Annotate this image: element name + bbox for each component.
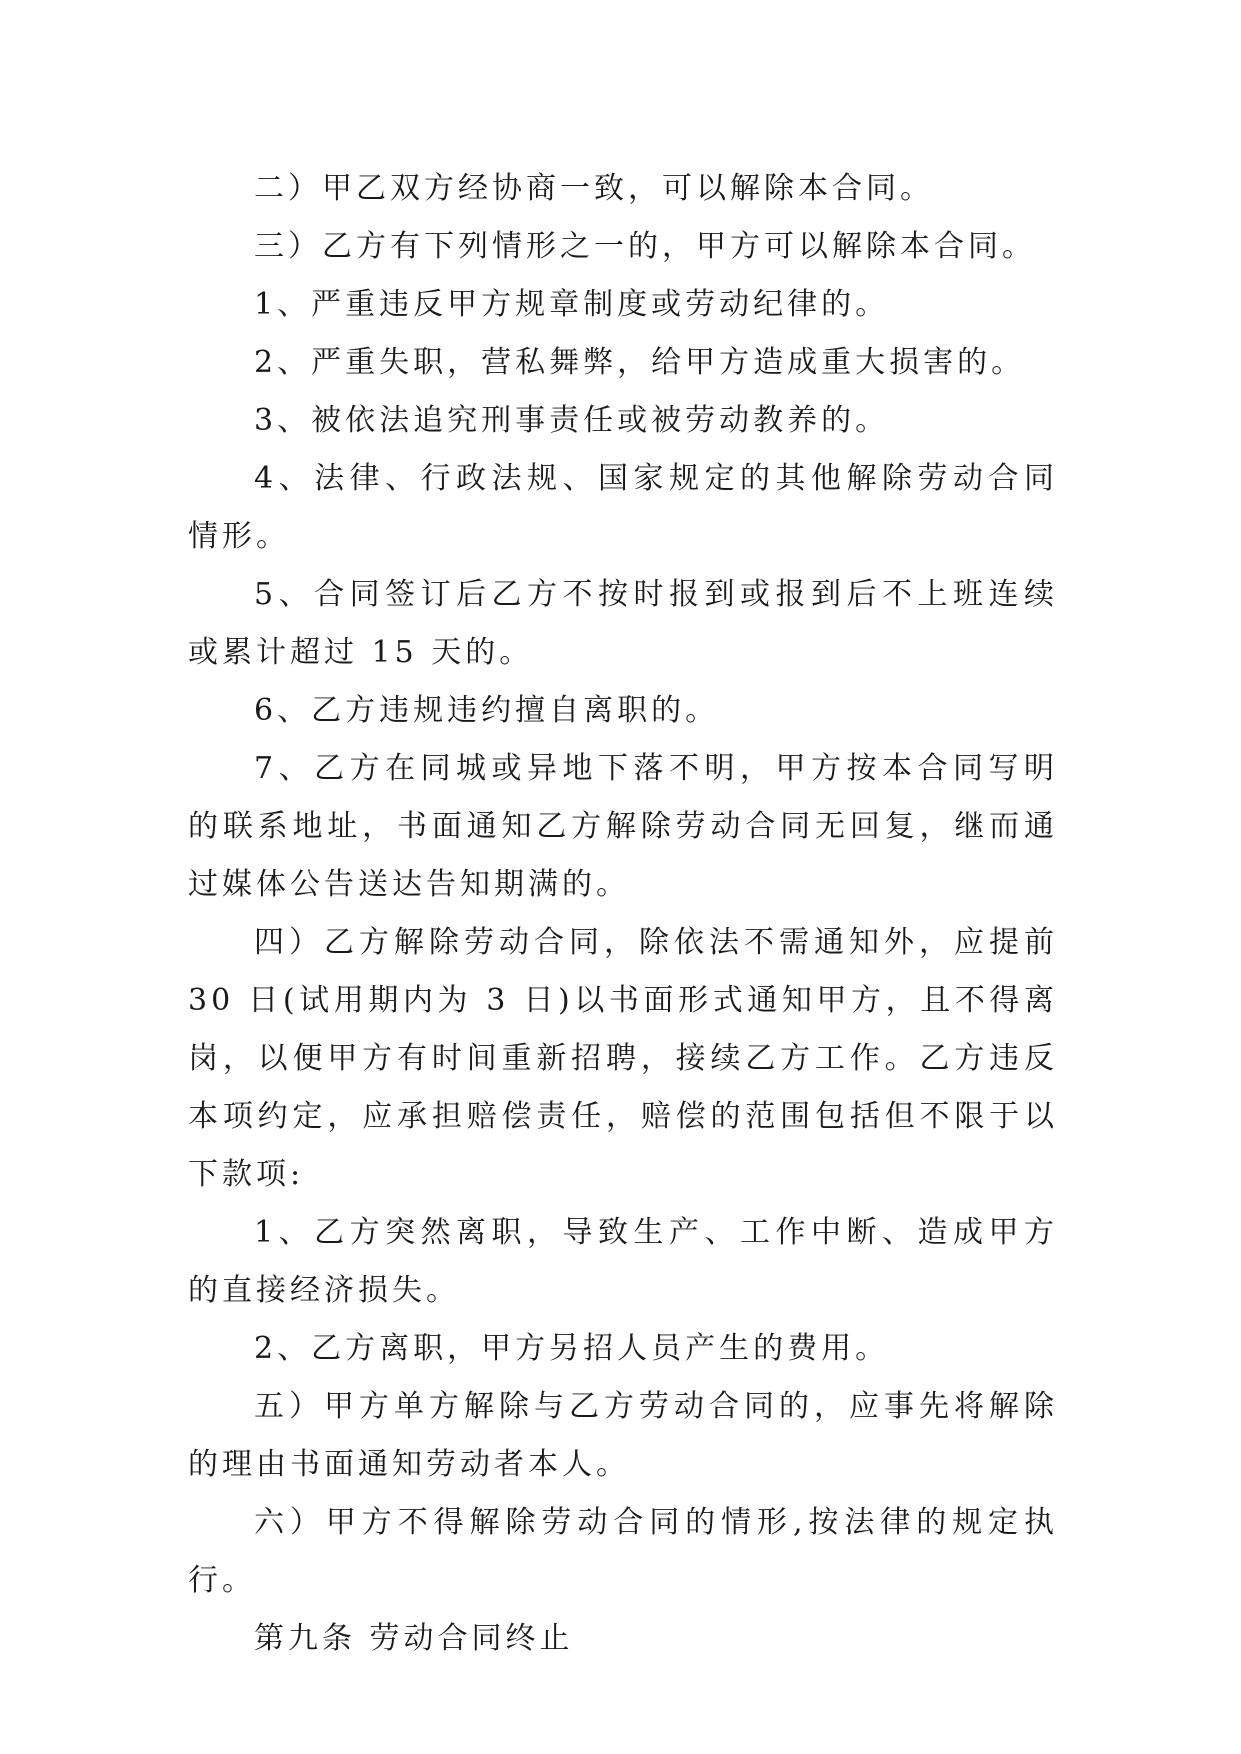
paragraph-compensation-2: 2、乙方离职，甲方另招人员产生的费用。	[254, 1331, 890, 1366]
paragraph-item-1: 1、严重违反甲方规章制度或劳动纪律的。	[254, 287, 890, 322]
document-body	[188, 160, 1058, 1668]
paragraph-item-3: 3、被依法追究刑事责任或被劳动教养的。	[254, 403, 890, 438]
section-heading-article-9: 第九条 劳动合同终止	[254, 1621, 574, 1656]
paragraph-clause-6: 六）甲方不得解除劳动合同的情形,按法律的规定执行。	[188, 1505, 1058, 1598]
paragraph-compensation-1: 1、乙方突然离职，导致生产、工作中断、造成甲方的直接经济损失。	[188, 1215, 1058, 1308]
paragraph-item-2: 2、严重失职，营私舞弊，给甲方造成重大损害的。	[254, 345, 1026, 380]
paragraph-clause-3: 三）乙方有下列情形之一的，甲方可以解除本合同。	[254, 229, 1036, 264]
paragraph-clause-4: 四）乙方解除劳动合同，除依法不需通知外，应提前 30 日(试用期内为 3 日)以书面形式通知甲方，且不得离岗，以便甲方有时间重新招聘，接续乙方工作。乙方违反本项约定，应承担赔偿责任，赔偿的范围包括但不限于以下款项:	[188, 925, 1058, 1192]
paragraph-item-4: 4、法律、行政法规、国家规定的其他解除劳动合同情形。	[188, 461, 1058, 554]
paragraph-item-6: 6、乙方违规违约擅自离职的。	[254, 693, 720, 728]
paragraph-item-7: 7、乙方在同城或异地下落不明，甲方按本合同写明的联系地址，书面通知乙方解除劳动合同无回复，继而通过媒体公告送达告知期满的。	[188, 751, 1058, 902]
paragraph-clause-5: 五）甲方单方解除与乙方劳动合同的，应事先将解除的理由书面通知劳动者本人。	[188, 1389, 1058, 1482]
paragraph-clause-2: 二）甲乙双方经协商一致，可以解除本合同。	[254, 171, 934, 206]
paragraph-item-5: 5、合同签订后乙方不按时报到或报到后不上班连续或累计超过 15 天的。	[188, 577, 1058, 670]
